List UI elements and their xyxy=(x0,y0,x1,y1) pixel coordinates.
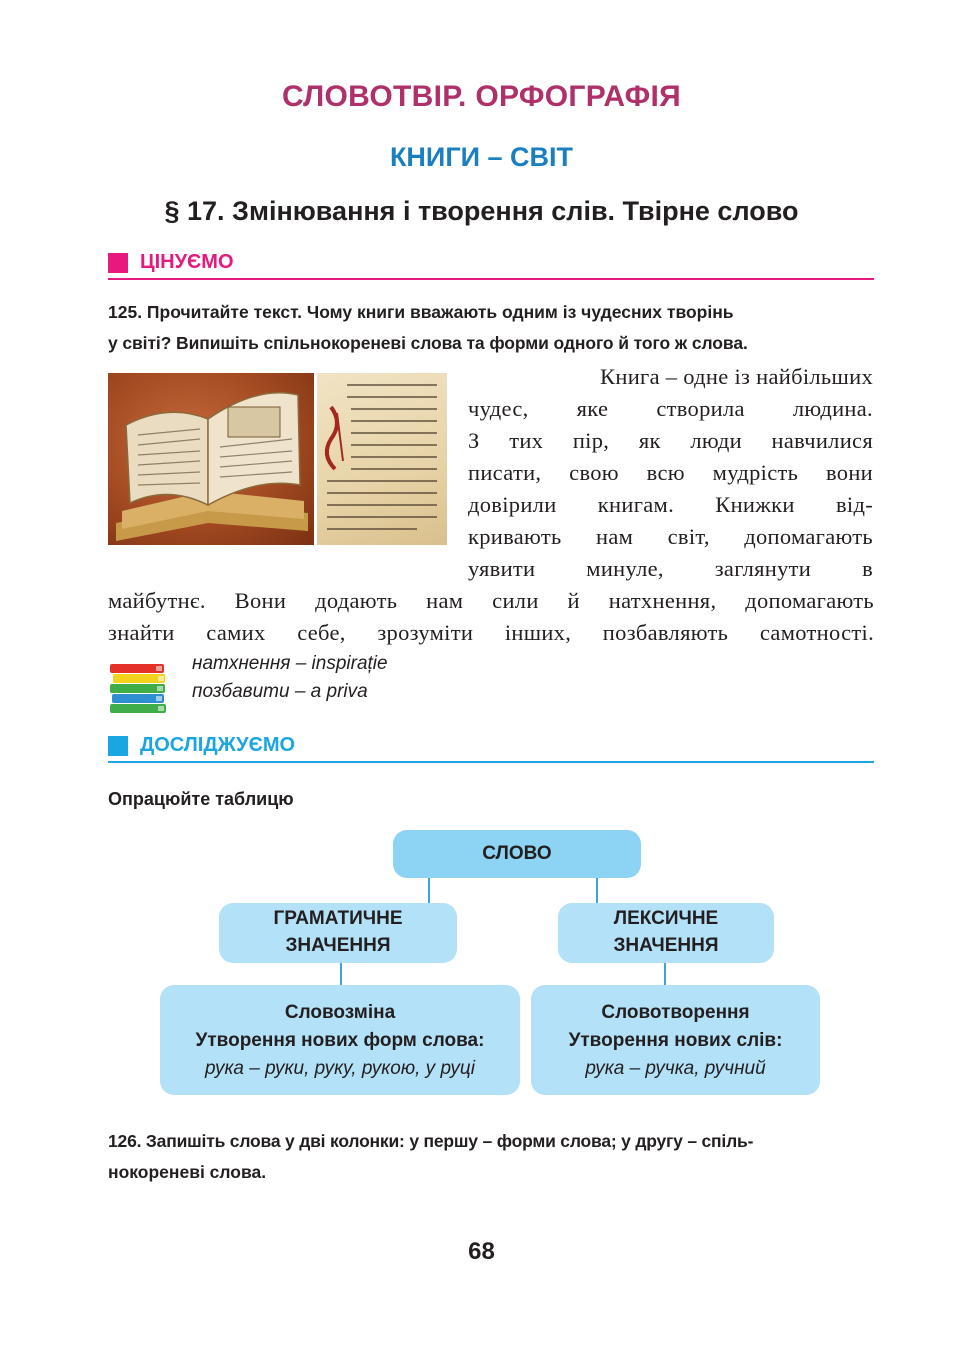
connector-line xyxy=(596,878,598,904)
node-label-line: ГРАМАТИЧНЕ xyxy=(273,908,403,929)
text-line: З тих пір, як люди навчилися xyxy=(468,428,873,453)
glossary-item: позбавити – a priva xyxy=(192,681,368,702)
text-line: чудес, яке створила людина. xyxy=(468,396,873,421)
manuscript-illustration xyxy=(317,373,447,545)
reading-text-full xyxy=(108,585,874,649)
scheme-box-inflection xyxy=(160,985,520,1095)
node-label-line: ЗНАЧЕННЯ xyxy=(613,935,719,956)
task-126 xyxy=(108,1126,878,1188)
manuscript-photo xyxy=(317,373,447,545)
text-line: кривають нам світ, допомагають xyxy=(468,524,873,549)
text-line: Книга – одне із найбільших xyxy=(600,364,873,389)
paragraph-title: § 17. Змінювання і творення слів. Твірне слово xyxy=(164,196,799,226)
books-stack-icon xyxy=(108,662,168,714)
box-subtitle: Утворення нових слів: xyxy=(568,1030,783,1051)
box-example: рука – руки, руку, рукою, у руці xyxy=(205,1058,475,1079)
box-subtitle: Утворення нових форм слова: xyxy=(195,1030,485,1051)
box-title: Словозміна xyxy=(284,1002,396,1023)
section-divider xyxy=(108,761,874,763)
theme-title: КНИГИ – СВІТ xyxy=(389,142,574,172)
text-line: майбутнє. Вони додають нам сили й натхнення, допомагають xyxy=(108,588,874,613)
section-header-explore xyxy=(108,733,874,763)
task-line: 126. Запишіть слова у дві колонки: у першу – форми слова; у другу – спіль- xyxy=(108,1131,754,1151)
task-line: нокореневі слова. xyxy=(108,1162,267,1182)
box-example: рука – ручка, ручний xyxy=(585,1058,766,1079)
scheme-root-node xyxy=(393,830,641,878)
scheme-node-lexical xyxy=(558,903,774,963)
task-line: у світі? Випишіть спільнокореневі слова та форми одного й того ж слова. xyxy=(108,333,748,353)
scheme-root-label: СЛОВО xyxy=(482,843,552,864)
task-line: 125. Прочитайте текст. Чому книги вважають одним із чудесних творінь xyxy=(108,302,734,322)
box-title: Словотворення xyxy=(601,1002,750,1023)
text-line: довірили книгам. Книжки від- xyxy=(468,492,873,517)
old-book-photo xyxy=(108,373,314,545)
scheme-node-grammatical xyxy=(219,903,457,963)
section-label: ДОСЛІДЖУЄМО xyxy=(140,734,296,756)
text-line: уявити минуле, заглянути в xyxy=(468,556,873,581)
node-label-line: ЗНАЧЕННЯ xyxy=(285,935,391,956)
book-illustration xyxy=(108,373,314,545)
chapter-title: СЛОВОТВІР. ОРФОГРАФІЯ xyxy=(281,80,682,113)
section-marker-icon xyxy=(108,736,128,756)
section-marker-icon xyxy=(108,253,128,273)
section-label: ЦІНУЄМО xyxy=(140,251,234,273)
text-line: писати, свою всю мудрість вони xyxy=(468,460,873,485)
instruction-text: Опрацюйте таблицю xyxy=(108,789,294,809)
text-line: знайти самих себе, зрозуміти інших, позбавляють самотності. xyxy=(108,620,874,645)
connector-line xyxy=(428,878,430,904)
task-125 xyxy=(108,297,878,359)
node-label-line: ЛЕКСИЧНЕ xyxy=(613,908,719,929)
page-number: 68 xyxy=(468,1238,495,1265)
section-divider xyxy=(108,278,874,280)
scheme-box-derivation xyxy=(531,985,820,1095)
glossary-item: натхнення – inspirație xyxy=(192,653,388,674)
reading-text-right xyxy=(468,361,873,585)
section-header-value xyxy=(108,250,874,280)
